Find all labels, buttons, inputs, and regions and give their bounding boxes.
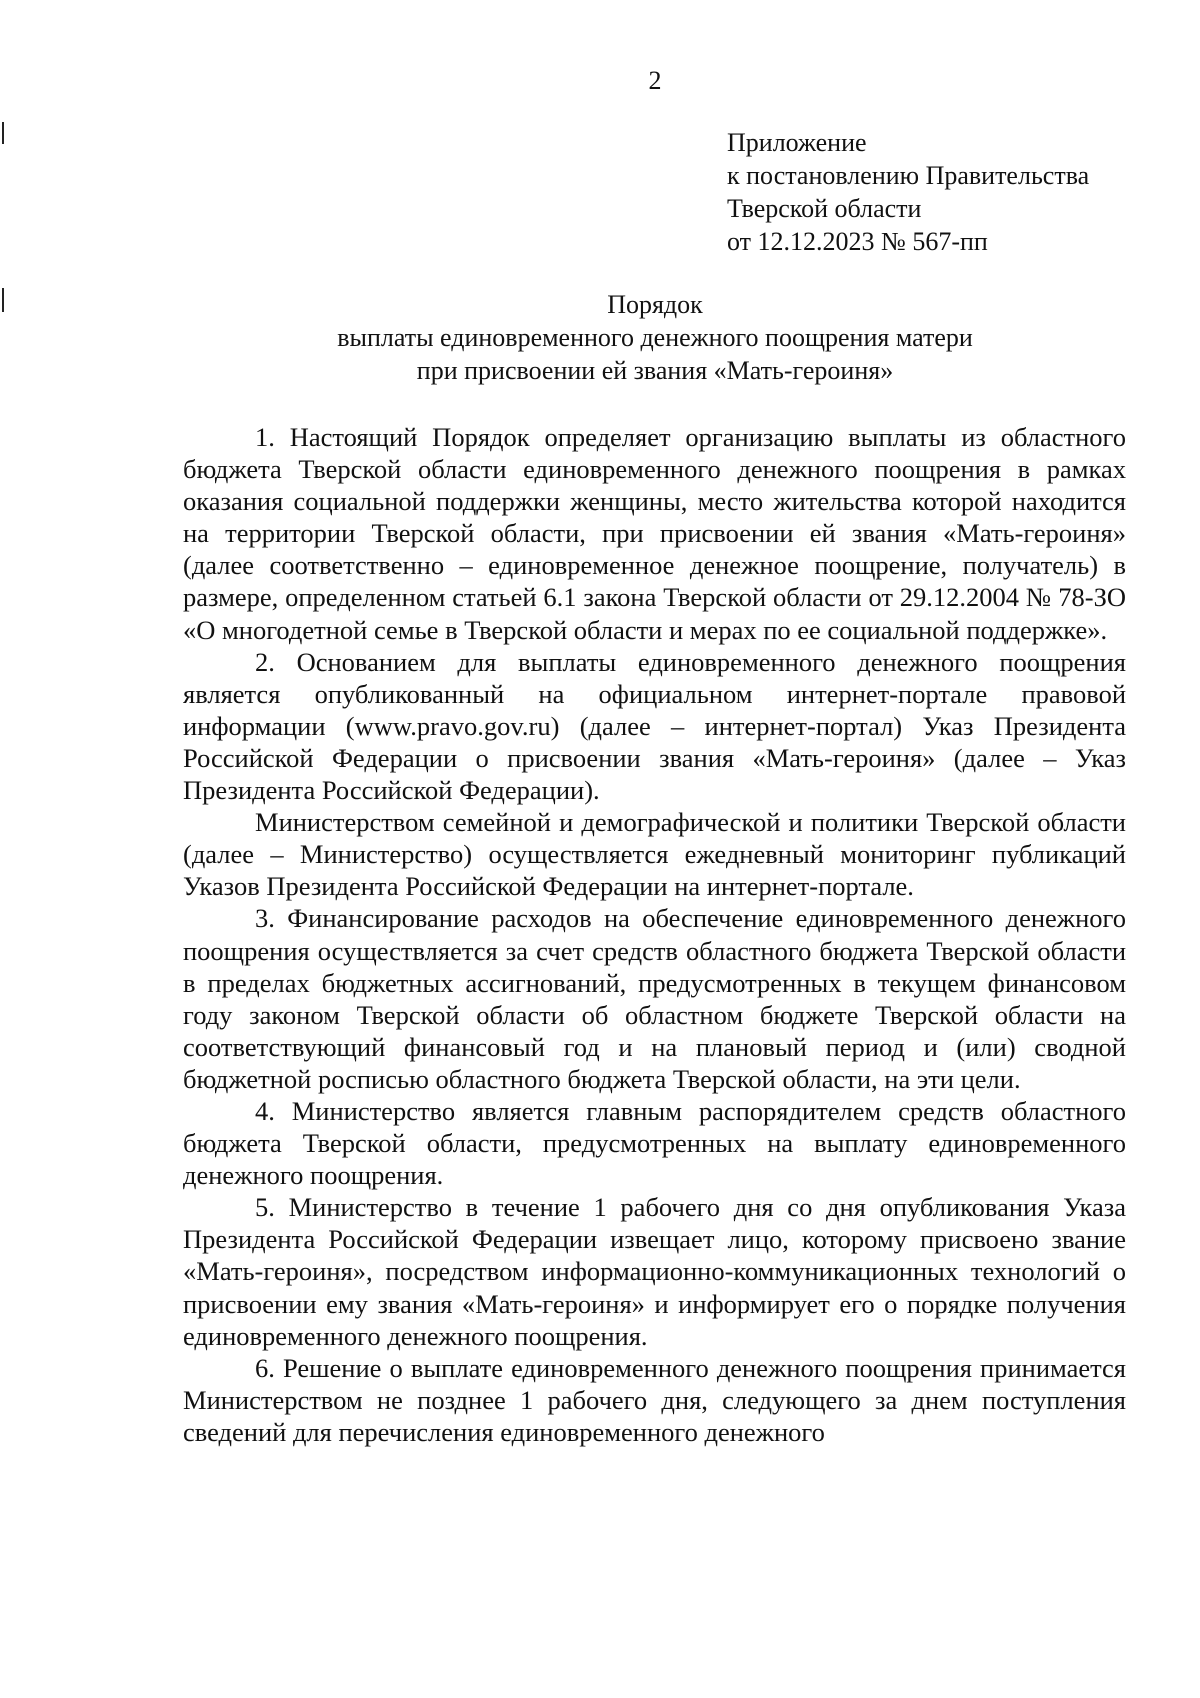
page-number: 2	[648, 66, 662, 95]
paragraph-1: 1. Настоящий Порядок определяет организацию выплаты из областного бюджета Тверской области единовременного денежного поощрения в рамках оказания социальной поддержки женщины, место жительства которой находится на территории Тверской области, при присвоении ей звания «Мать-героиня» (далее соответственно – единовременное денежное поощрение, получатель) в размере, определенном статьей 6.1 закона Тверской области от 29.12.2004 № 78-ЗО «О многодетной семье в Тверской области и мерах по ее социальной поддержке».	[183, 422, 1126, 645]
paragraph-2: 2. Основанием для выплаты единовременного денежного поощрения является опубликованный на официальном интернет-портале правовой информации (www.pravo.gov.ru) (далее – интернет-портал) Указ Президента Российской Федерации о присвоении звания «Мать-героиня» (далее – Указ Президента Российской Федерации).	[183, 646, 1126, 806]
paragraph-6: 6. Решение о выплате единовременного денежного поощрения принимается Министерством не позднее 1 рабочего дня, следующего за днем поступления сведений для перечисления единовременного денежного	[183, 1352, 1126, 1447]
paragraph-2-continuation: Министерством семейной и демографической и политики Тверской области (далее – Министерство) осуществляется ежедневный мониторинг публикаций Указов Президента Российской Федерации на интернет-портале.	[183, 807, 1126, 902]
appendix-header	[727, 126, 1089, 258]
paragraph-3: 3. Финансирование расходов на обеспечение единовременного денежного поощрения осуществляется за счет средств областного бюджета Тверской области в пределах бюджетных ассигнований, предусмотренных в текущем финансовом году законом Тверской области об областном бюджете Тверской области на соответствующий финансовый год и на плановый период и (или) сводной бюджетной росписью областного бюджета Тверской области, на эти цели.	[183, 903, 1126, 1094]
title-line: выплаты единовременного денежного поощрения матери	[337, 323, 973, 352]
appendix-line: от 12.12.2023 № 567-пп	[727, 227, 988, 256]
paragraph-5: 5. Министерство в течение 1 рабочего дня со дня опубликования Указа Президента Российской Федерации извещает лицо, которому присвоено звание «Мать-героиня», посредством информационно-коммуникационных технологий о присвоении ему звания «Мать-героиня» и информирует его о порядке получения единовременного денежного поощрения.	[183, 1192, 1126, 1351]
scan-edge-mark	[2, 122, 4, 144]
appendix-line: к постановлению Правительства	[727, 161, 1090, 190]
title-line: Порядок	[607, 290, 703, 319]
document-title	[0, 288, 1200, 387]
appendix-line: Тверской области	[727, 194, 922, 223]
title-line: при присвоении ей звания «Мать-героиня»	[416, 356, 894, 385]
appendix-line: Приложение	[727, 128, 867, 157]
paragraph-4: 4. Министерство является главным распорядителем средств областного бюджета Тверской области, предусмотренных на выплату единовременного денежного поощрения.	[183, 1095, 1126, 1191]
document-body	[183, 421, 1126, 1448]
